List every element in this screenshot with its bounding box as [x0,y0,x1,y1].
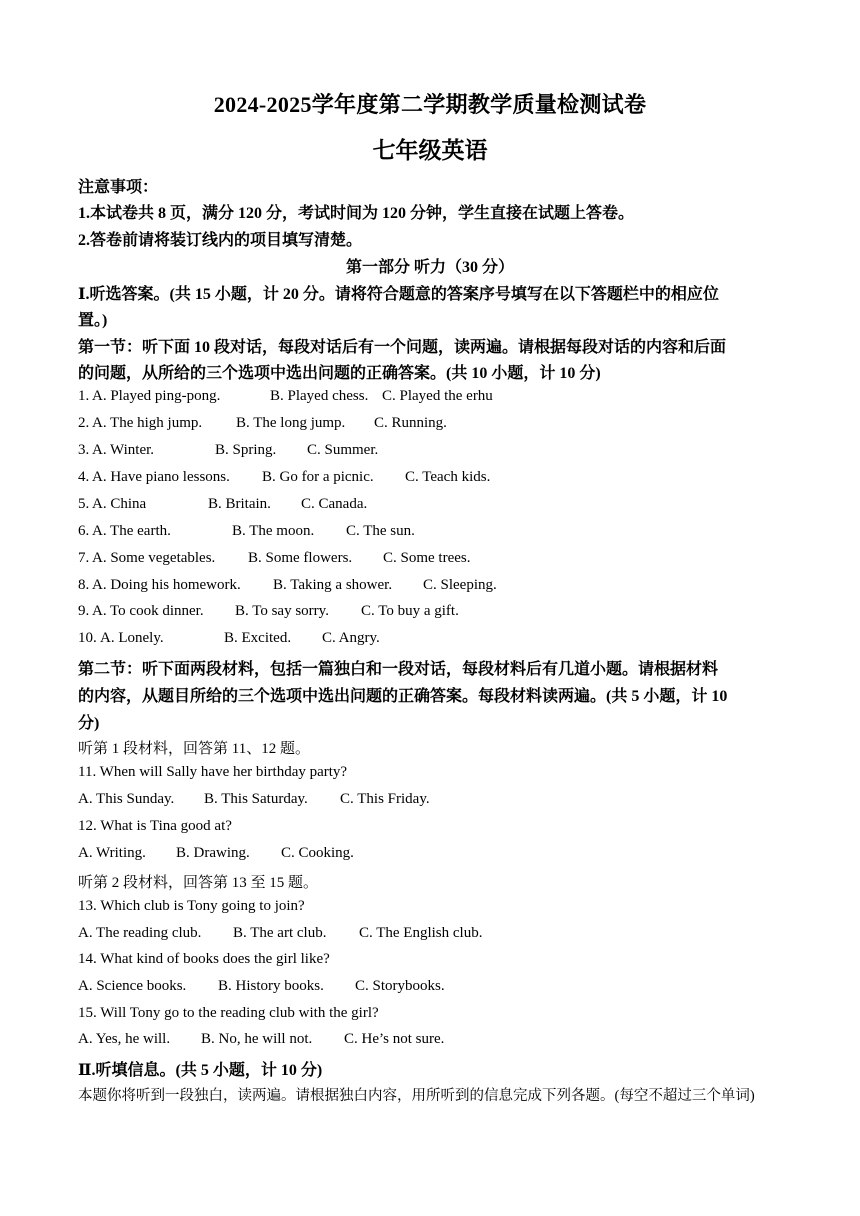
part1-heading: 第一部分 听力（30 分） [345,259,514,276]
option-c: C. Running. [374,415,447,431]
question-14-options [78,978,445,995]
option-c: C. Summer. [307,442,379,458]
exam-title: 2024-2025学年度第二学期教学质量检测试卷 [213,92,647,117]
question-2 [78,415,447,432]
option-b: B. The long jump. [236,415,346,431]
option-c: C. Sleeping. [423,577,497,593]
question-4 [78,469,491,486]
option-b: B. The art club. [233,925,327,941]
question-number: 9. [78,603,90,619]
option-c: C. Angry. [322,630,380,646]
option-a: A. The reading club. [78,925,202,941]
option-b: B. Drawing. [176,845,250,861]
option-a: A. The earth. [92,523,171,539]
option-a: A. Science books. [78,978,187,994]
option-c: C. This Friday. [340,791,430,807]
question-8 [78,577,497,594]
question-number: 6. [78,523,90,539]
subsection1-line-1: 第一节：听下面 10 段对话，每段对话后有一个问题，读两遍。请根据每段对话的内容和后面 [78,339,727,356]
option-b: B. To say sorry. [235,603,329,619]
option-a: A. Yes, he will. [78,1031,171,1047]
question-13-options [78,925,483,942]
option-c: C. Cooking. [281,845,354,861]
subsection2-line-2: 的内容，从题目所给的三个选项中选出问题的正确答案。每段材料读两遍。(共 5 小题，计 10 [78,688,728,705]
option-a: A. To cook dinner. [92,603,204,619]
option-a: A. Have piano lessons. [92,469,230,485]
question-3 [78,442,379,459]
section1-line-2: 置。) [78,312,108,329]
option-c: C. The sun. [346,523,415,539]
question-number: 7. [78,550,90,566]
question-12-options [78,845,354,862]
option-c: C. Played the erhu [382,388,493,404]
question-12-stem: 12. What is Tina good at? [78,818,232,834]
option-a: A. Played ping-pong. [92,388,221,404]
option-b: B. Excited. [224,630,292,646]
option-b: B. The moon. [232,523,315,539]
question-number: 5. [78,496,90,512]
question-number: 4. [78,469,90,485]
note-2: 2.答卷前请将装订线内的项目填写清楚。 [78,232,363,249]
question-11-options [78,791,430,808]
question-7 [78,550,471,567]
question-11-stem: 11. When will Sally have her birthday party? [78,764,348,780]
material2-intro: 听第 2 段材料，回答第 13 至 15 题。 [78,875,319,891]
question-1 [78,388,493,405]
subsection2-line-1: 第二节：听下面两段材料，包括一篇独白和一段对话，每段材料后有几道小题。请根据材料 [78,661,719,678]
question-10 [78,630,380,647]
option-a: A. The high jump. [92,415,203,431]
option-c: C. He’s not sure. [344,1031,445,1047]
option-c: C. Some trees. [383,550,471,566]
option-b: B. This Saturday. [204,791,308,807]
option-b: B. Taking a shower. [273,577,393,593]
option-a: A. Lonely. [100,630,164,646]
option-a: A. Winter. [92,442,155,458]
question-14-stem: 14. What kind of books does the girl like? [78,951,330,967]
option-c: C. Canada. [301,496,368,512]
option-a: A. Writing. [78,845,146,861]
question-9 [78,603,459,620]
material1-intro: 听第 1 段材料，回答第 11、12 题。 [78,741,310,757]
option-c: C. The English club. [359,925,483,941]
option-b: B. Go for a picnic. [262,469,374,485]
option-b: B. Some flowers. [248,550,353,566]
option-b: B. No, he will not. [201,1031,313,1047]
question-5 [78,496,368,513]
question-number: 8. [78,577,90,593]
question-number: 3. [78,442,90,458]
option-b: B. Spring. [215,442,277,458]
option-b: B. Britain. [208,496,271,512]
question-number: 2. [78,415,90,431]
option-a: A. China [92,496,147,512]
question-13-stem: 13. Which club is Tony going to join? [78,898,305,914]
section2-instructions: 本题你将听到一段独白，读两遍。请根据独白内容，用所听到的信息完成下列各题。(每空不超过三个单词) [78,1088,755,1104]
subsection1-line-2: 的问题，从所给的三个选项中选出问题的正确答案。(共 10 小题，计 10 分) [78,365,601,382]
option-c: C. To buy a gift. [361,603,459,619]
subsection2-line-3: 分) [78,715,100,732]
question-15-stem: 15. Will Tony go to the reading club with the girl? [78,1005,379,1021]
option-b: B. Played chess. [270,388,369,404]
question-number: 1. [78,388,90,404]
question-15-options [78,1031,445,1048]
notes-heading: 注意事项： [78,179,159,196]
option-a: A. Some vegetables. [92,550,216,566]
exam-subtitle: 七年级英语 [372,138,488,163]
section1-line-1: Ⅰ.听选答案。(共 15 小题，计 20 分。请将符合题意的答案序号填写在以下答题栏中的相应位 [78,286,719,303]
question-number: 10. [78,630,97,646]
option-b: B. History books. [218,978,324,994]
option-c: C. Storybooks. [355,978,445,994]
option-a: A. Doing his homework. [92,577,241,593]
note-1: 1.本试卷共 8 页，满分 120 分，考试时间为 120 分钟，学生直接在试题上答卷。 [78,205,635,222]
question-6 [78,523,415,540]
section2-heading: Ⅱ.听填信息。(共 5 小题，计 10 分) [78,1062,323,1079]
option-a: A. This Sunday. [78,791,175,807]
option-c: C. Teach kids. [405,469,491,485]
